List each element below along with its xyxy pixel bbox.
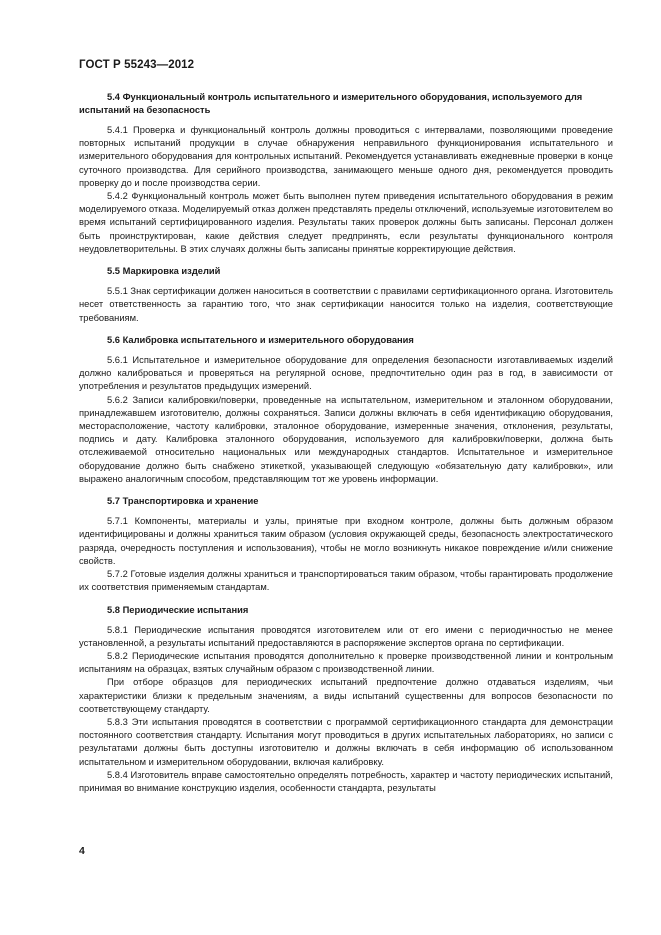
paragraph-5-8-2: 5.8.2 Периодические испытания проводятся дополнительно к проверке производственной линии и контрольным испытаниям на образцах, взятых случайным образом с производственной линии. — [79, 651, 613, 675]
paragraph-5-8-2-sampling: При отборе образцов для периодических испытаний предпочтение должно отдаваться изделиям, чьи характеристики близки к предельным значениям, а виды испытаний существенны для вопросов безопасности по соответствующему стандарту. — [79, 677, 613, 714]
paragraph-5-7-1: 5.7.1 Компоненты, материалы и узлы, принятые при входном контроле, должны быть должным образом идентифицированы и должны храниться таким образом (условия окружающей среды, безопасность электростатического разряда, очередность поступления и использования), чтобы не могло возникнуть никакое повреждение и/или снижение свойств. — [79, 516, 613, 566]
paragraph-5-7-2: 5.7.2 Готовые изделия должны храниться и транспортироваться таким образом, чтобы гарантировать продолжение их соответствия применяемым стандартам. — [79, 569, 613, 593]
paragraph-5-6-1: 5.6.1 Испытательное и измерительное оборудование для определения безопасности изготавливаемых изделий должно калиброваться и проверяться на регулярной основе, предпочтительно один раз в год, в зависимости от употребления и результатов предыдущих измерений. — [79, 354, 613, 392]
section-heading-5-5: 5.5 Маркировка изделий — [107, 266, 221, 277]
section-heading-5-7: 5.7 Транспортировка и хранение — [107, 496, 259, 507]
standard-header: ГОСТ Р 55243—2012 — [79, 59, 195, 71]
paragraph-5-8-4: 5.8.4 Изготовитель вправе самостоятельно определять потребность, характер и частоту периодических испытаний, принимая во внимание конструкцию изделия, особенности стандарта, результаты — [79, 769, 613, 794]
section-heading-5-4: 5.4 Функциональный контроль испытательного и измерительного оборудования, используемого для испытаний на безопасность — [79, 92, 583, 116]
section-heading-5-8: 5.8 Периодические испытания — [107, 604, 249, 615]
paragraph-5-4-1: 5.4.1 Проверка и функциональный контроль должны проводиться с интервалами, позволяющими проведение повторных испытаний продукции в случае обнаружения неправильного функционирования испытательного и измерительного оборудования для контрольных испытаний. Рекомендуется устанавливать ежедневные проверки в конце суточного производства. Для серийного производства, занимающего меньше одного дня, рекомендуется проводить проверку до и после производства серии. — [79, 124, 613, 188]
paragraph-5-8-1: 5.8.1 Периодические испытания проводятся изготовителем или от его имени с периодичностью не менее установленной, а результаты испытаний предоставляются в распоряжение экспертов органа по сертификации. — [79, 624, 613, 648]
section-heading-5-6: 5.6 Калибровка испытательного и измерительного оборудования — [107, 335, 414, 346]
paragraph-5-5-1: 5.5.1 Знак сертификации должен наноситься в соответствии с правилами сертификационного органа. Изготовитель несет ответственность за гарантию того, что знак сертификации наносится только на изделия, соответствующие требованиям. — [79, 286, 613, 323]
page-number: 4 — [79, 845, 85, 857]
document-body — [79, 91, 613, 795]
paragraph-5-6-2: 5.6.2 Записи калибровки/поверки, проведенные на испытательном, измерительном и эталонном оборудовании, принадлежавшем изготовителю, должны сохраняться. Записи должны включать в себя идентификацию оборудования, месторасположение, частоту калибровки, эталонное оборудование, измеренные значения, отклонения, результаты, подпись и дату. Калибровка эталонного оборудования, используемого для калибровки/поверки, должна быть отслеживаемой относительно национальных или международных стандартов. Испытательное и измерительное оборудование должно быть снабжено этикеткой, указывающей следующую «обязательную дату калибровки», или выражено аналогичным способом, представляющим тот же уровень информации. — [79, 394, 613, 484]
paragraph-5-4-2: 5.4.2 Функциональный контроль может быть выполнен путем приведения испытательного оборудования в режим моделируемого отказа. Моделируемый отказ должен представлять пределы отключений, используемые изготовителем во время испытаний сертифицированного изделия. Результаты таких проверок должны быть записаны. Персонал должен быть проинструктирован, какие действия следует предпринять, если результаты функционального контроля неудовлетворительны. В этих случаях должны быть записаны принятые корректирующие действия. — [79, 190, 613, 254]
paragraph-5-8-3: 5.8.3 Эти испытания проводятся в соответствии с программой сертификационного стандарта для демонстрации постоянного соответствия стандарту. Испытания могут проводиться в других испытательных лабораториях, но записи с результатами должны быть доступны изготовителю и должны включать в себя информацию об использованном испытательном и измерительном оборудовании, включая калибровку. — [79, 717, 613, 767]
